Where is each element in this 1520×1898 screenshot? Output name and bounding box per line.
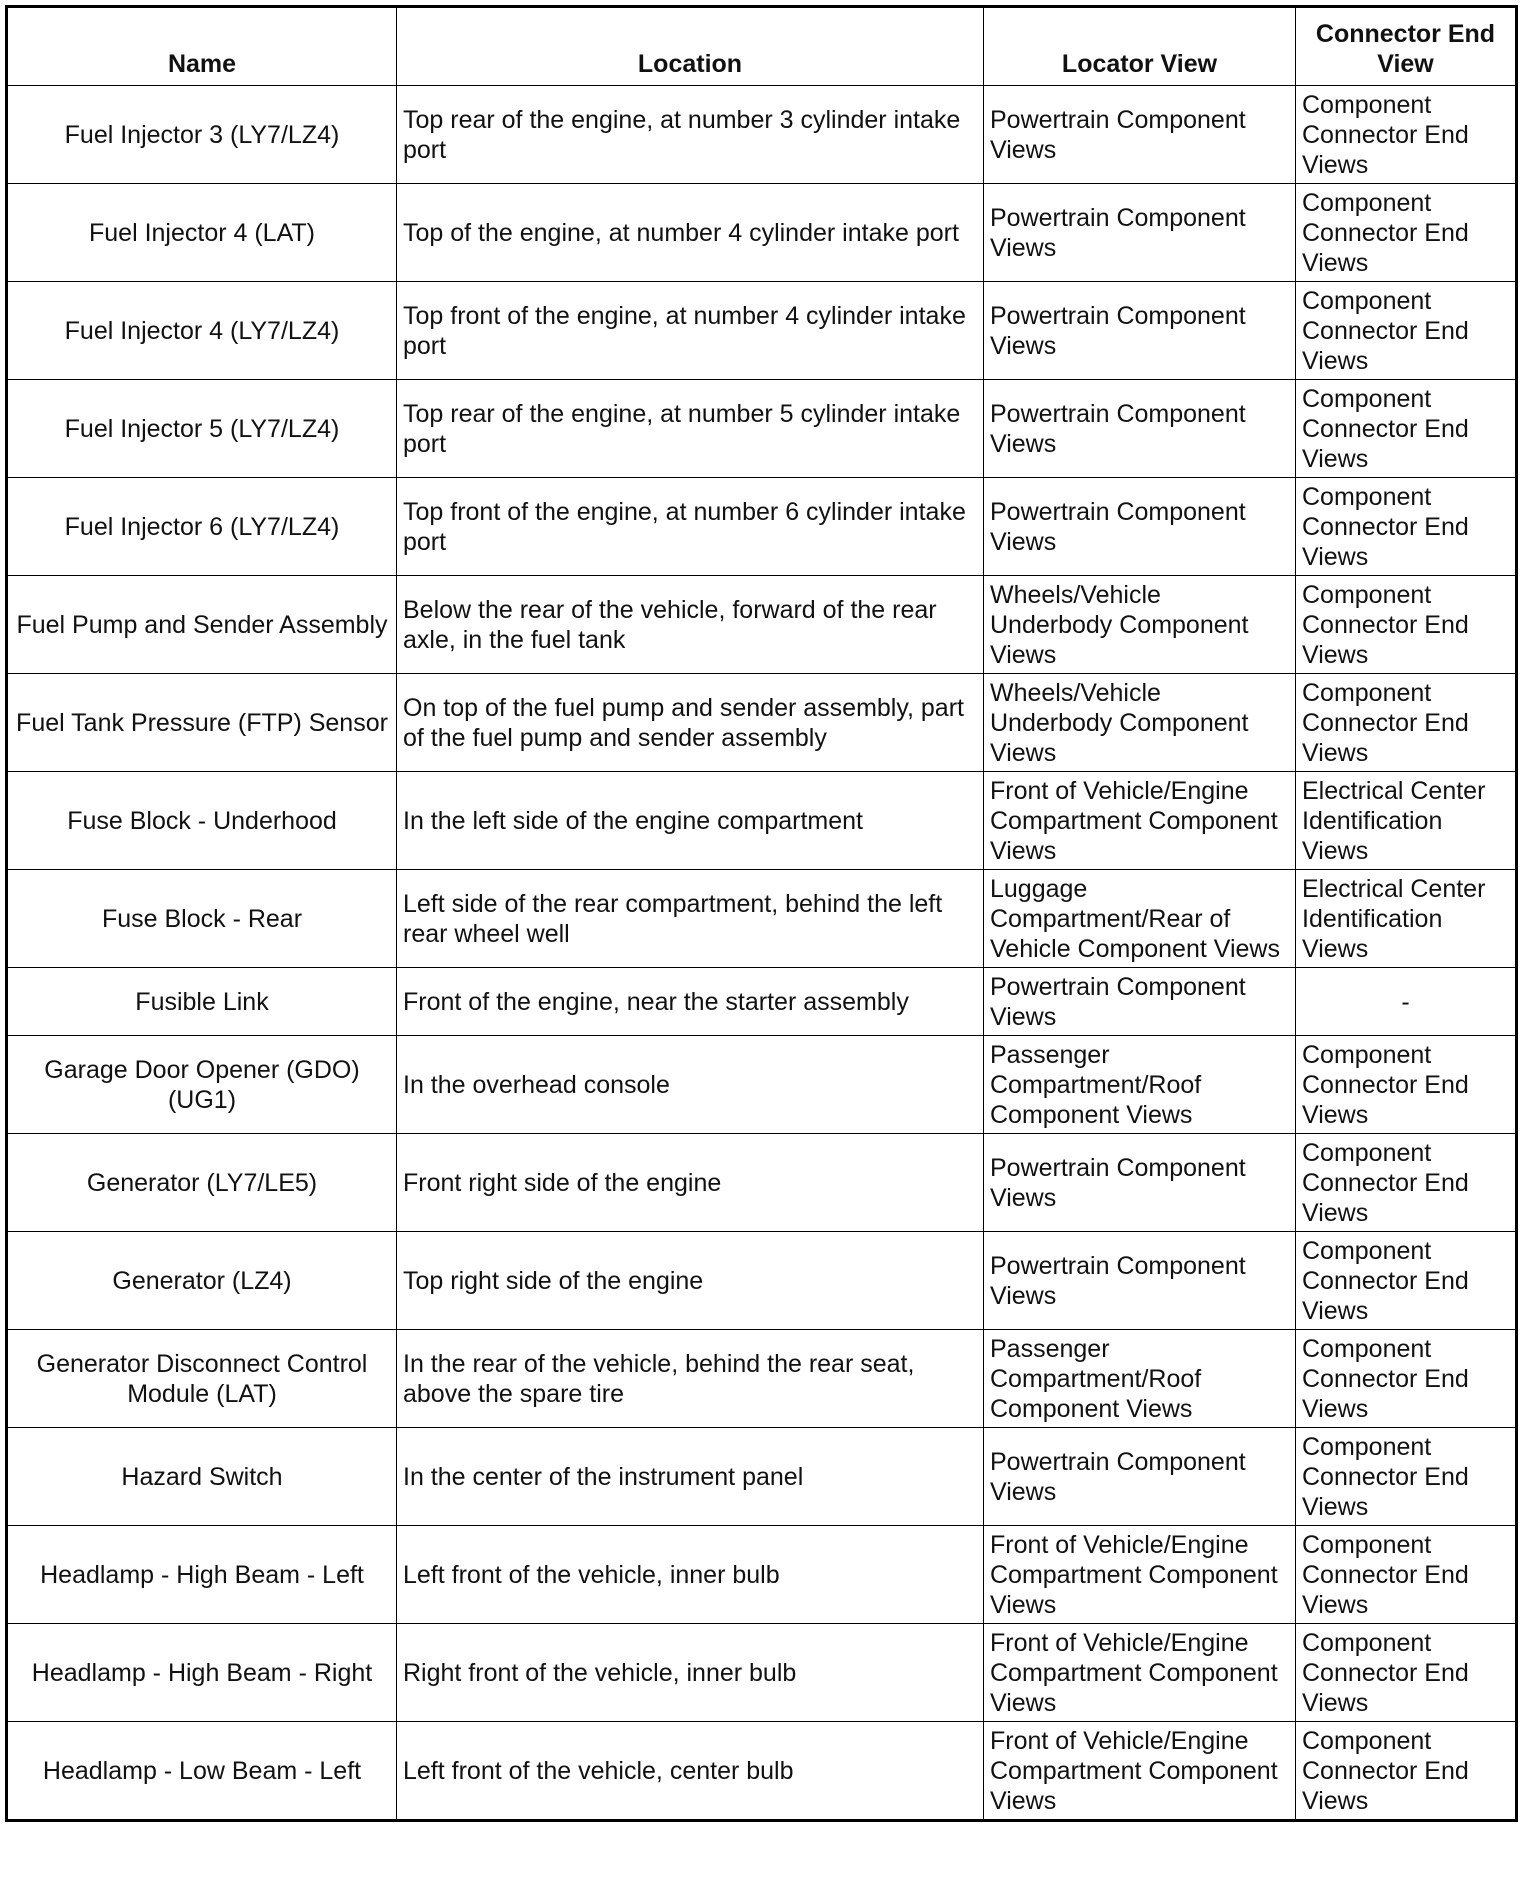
cell-locator-view: Powertrain Component Views	[984, 184, 1296, 282]
cell-location: Right front of the vehicle, inner bulb	[397, 1624, 984, 1722]
cell-name: Garage Door Opener (GDO) (UG1)	[7, 1036, 397, 1134]
cell-locator-view: Powertrain Component Views	[984, 86, 1296, 184]
table-row	[7, 184, 1517, 282]
cell-connector-end-view: Component Connector End Views	[1296, 576, 1517, 674]
header-locator-view: Locator View	[984, 7, 1296, 86]
cell-connector-end-view: Component Connector End Views	[1296, 1232, 1517, 1330]
table-row	[7, 1722, 1517, 1821]
cell-location: Top right side of the engine	[397, 1232, 984, 1330]
cell-locator-view: Passenger Compartment/Roof Component Views	[984, 1330, 1296, 1428]
cell-connector-end-view: Component Connector End Views	[1296, 674, 1517, 772]
cell-location: Front right side of the engine	[397, 1134, 984, 1232]
cell-location: Below the rear of the vehicle, forward of the rear axle, in the fuel tank	[397, 576, 984, 674]
cell-name: Fuel Tank Pressure (FTP) Sensor	[7, 674, 397, 772]
cell-locator-view: Wheels/Vehicle Underbody Component Views	[984, 674, 1296, 772]
cell-location: Top front of the engine, at number 6 cylinder intake port	[397, 478, 984, 576]
cell-name: Headlamp - High Beam - Right	[7, 1624, 397, 1722]
header-connector-end-view: Connector End View	[1296, 7, 1517, 86]
cell-connector-end-view: -	[1296, 968, 1517, 1036]
table-row	[7, 1428, 1517, 1526]
cell-name: Generator Disconnect Control Module (LAT)	[7, 1330, 397, 1428]
cell-locator-view: Powertrain Component Views	[984, 478, 1296, 576]
table-row	[7, 772, 1517, 870]
cell-connector-end-view: Electrical Center Identification Views	[1296, 870, 1517, 968]
cell-location: Left side of the rear compartment, behind the left rear wheel well	[397, 870, 984, 968]
cell-location: Left front of the vehicle, center bulb	[397, 1722, 984, 1821]
table-row	[7, 870, 1517, 968]
cell-locator-view: Front of Vehicle/Engine Compartment Component Views	[984, 1722, 1296, 1821]
cell-connector-end-view: Component Connector End Views	[1296, 380, 1517, 478]
cell-connector-end-view: Electrical Center Identification Views	[1296, 772, 1517, 870]
cell-connector-end-view: Component Connector End Views	[1296, 1330, 1517, 1428]
cell-location: On top of the fuel pump and sender assembly, part of the fuel pump and sender assembly	[397, 674, 984, 772]
cell-location: Top front of the engine, at number 4 cylinder intake port	[397, 282, 984, 380]
table-row	[7, 1232, 1517, 1330]
cell-location: In the center of the instrument panel	[397, 1428, 984, 1526]
cell-connector-end-view: Component Connector End Views	[1296, 1134, 1517, 1232]
cell-name: Fuse Block - Rear	[7, 870, 397, 968]
cell-locator-view: Powertrain Component Views	[984, 1134, 1296, 1232]
cell-locator-view: Powertrain Component Views	[984, 1428, 1296, 1526]
cell-location: In the rear of the vehicle, behind the rear seat, above the spare tire	[397, 1330, 984, 1428]
header-location: Location	[397, 7, 984, 86]
cell-connector-end-view: Component Connector End Views	[1296, 1036, 1517, 1134]
cell-locator-view: Front of Vehicle/Engine Compartment Component Views	[984, 1526, 1296, 1624]
cell-location: In the overhead console	[397, 1036, 984, 1134]
header-name: Name	[7, 7, 397, 86]
cell-name: Generator (LY7/LE5)	[7, 1134, 397, 1232]
cell-name: Fuel Pump and Sender Assembly	[7, 576, 397, 674]
header-row	[7, 7, 1517, 86]
cell-name: Fuse Block - Underhood	[7, 772, 397, 870]
cell-connector-end-view: Component Connector End Views	[1296, 1526, 1517, 1624]
cell-locator-view: Wheels/Vehicle Underbody Component Views	[984, 576, 1296, 674]
cell-locator-view: Passenger Compartment/Roof Component Views	[984, 1036, 1296, 1134]
cell-locator-view: Front of Vehicle/Engine Compartment Component Views	[984, 1624, 1296, 1722]
cell-locator-view: Powertrain Component Views	[984, 282, 1296, 380]
cell-locator-view: Powertrain Component Views	[984, 1232, 1296, 1330]
cell-connector-end-view: Component Connector End Views	[1296, 1428, 1517, 1526]
cell-location: Top rear of the engine, at number 3 cylinder intake port	[397, 86, 984, 184]
cell-name: Fuel Injector 4 (LY7/LZ4)	[7, 282, 397, 380]
cell-connector-end-view: Component Connector End Views	[1296, 1722, 1517, 1821]
cell-name: Headlamp - Low Beam - Left	[7, 1722, 397, 1821]
cell-name: Fuel Injector 6 (LY7/LZ4)	[7, 478, 397, 576]
table-row	[7, 576, 1517, 674]
table-row	[7, 1036, 1517, 1134]
cell-location: In the left side of the engine compartment	[397, 772, 984, 870]
component-locator-table-wrapper	[5, 5, 1515, 1822]
component-locator-table	[5, 5, 1518, 1822]
table-row	[7, 1526, 1517, 1624]
table-row	[7, 1134, 1517, 1232]
cell-name: Fuel Injector 4 (LAT)	[7, 184, 397, 282]
table-row	[7, 380, 1517, 478]
cell-location: Left front of the vehicle, inner bulb	[397, 1526, 984, 1624]
cell-name: Hazard Switch	[7, 1428, 397, 1526]
cell-locator-view: Luggage Compartment/Rear of Vehicle Component Views	[984, 870, 1296, 968]
table-row	[7, 282, 1517, 380]
cell-location: Top of the engine, at number 4 cylinder intake port	[397, 184, 984, 282]
table-row	[7, 1330, 1517, 1428]
cell-connector-end-view: Component Connector End Views	[1296, 1624, 1517, 1722]
cell-locator-view: Front of Vehicle/Engine Compartment Component Views	[984, 772, 1296, 870]
cell-location: Front of the engine, near the starter assembly	[397, 968, 984, 1036]
table-row	[7, 86, 1517, 184]
cell-locator-view: Powertrain Component Views	[984, 380, 1296, 478]
cell-name: Generator (LZ4)	[7, 1232, 397, 1330]
cell-name: Headlamp - High Beam - Left	[7, 1526, 397, 1624]
cell-name: Fuel Injector 5 (LY7/LZ4)	[7, 380, 397, 478]
cell-connector-end-view: Component Connector End Views	[1296, 184, 1517, 282]
table-row	[7, 1624, 1517, 1722]
table-row	[7, 674, 1517, 772]
cell-name: Fusible Link	[7, 968, 397, 1036]
table-row	[7, 968, 1517, 1036]
table-row	[7, 478, 1517, 576]
cell-name: Fuel Injector 3 (LY7/LZ4)	[7, 86, 397, 184]
cell-location: Top rear of the engine, at number 5 cylinder intake port	[397, 380, 984, 478]
cell-connector-end-view: Component Connector End Views	[1296, 478, 1517, 576]
cell-connector-end-view: Component Connector End Views	[1296, 86, 1517, 184]
cell-locator-view: Powertrain Component Views	[984, 968, 1296, 1036]
cell-connector-end-view: Component Connector End Views	[1296, 282, 1517, 380]
